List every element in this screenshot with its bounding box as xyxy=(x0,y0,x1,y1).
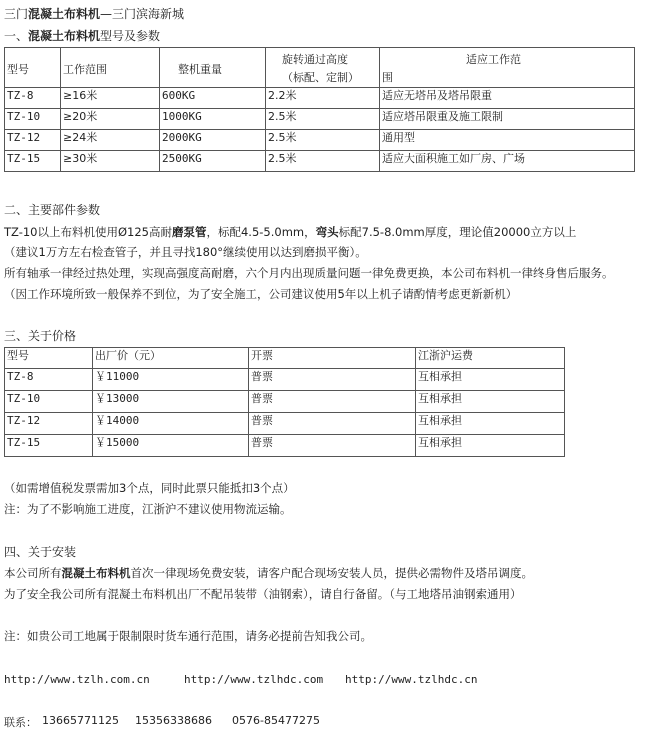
page-title: 三门混凝土布料机—三门滨海新城 xyxy=(4,7,185,21)
table-row: TZ-8 ≥16米 600KG 2.2米 适应无塔吊及塔吊限重 xyxy=(5,88,635,109)
table-row: TZ-10 ≥20米 1000KG 2.5米 适应塔吊限重及施工限制 xyxy=(5,109,635,130)
header-range: 工作范围 xyxy=(61,48,160,88)
table-row: TZ-8 ￥11000 普票 互相承担 xyxy=(5,369,565,391)
link-tzlh-com-cn[interactable]: http://www.tzlh.com.cn xyxy=(4,673,150,686)
section-3-heading: 三、关于价格 xyxy=(4,329,77,343)
section-2-heading: 二、主要部件参数 xyxy=(4,203,101,217)
table-row: TZ-10 ￥13000 普票 互相承担 xyxy=(5,391,565,413)
header-model: 型号 xyxy=(5,48,61,88)
price-note-2: 注：为了不影响施工进度，江浙沪不建议使用物流运输。 xyxy=(4,502,292,516)
table-header-row: 型号 出厂价（元） 开票 江浙沪运费 xyxy=(5,348,565,369)
contact-phone-1: 13665771125 xyxy=(42,714,119,727)
section-1-heading: 一、混凝土布料机型号及参数 xyxy=(4,29,161,43)
table-row: TZ-12 ￥14000 普票 互相承担 xyxy=(5,413,565,435)
header-application: 适应工作范 围 xyxy=(380,48,635,88)
parts-line-3: 所有轴承一律经过热处理，实现高强度高耐磨，六个月内出现质量问题一律免费更换，本公司布料机一律终身售后服务。 xyxy=(4,266,614,280)
header-weight: 整机重量 xyxy=(160,48,266,88)
install-line-1: 本公司所有混凝土布料机首次一律现场免费安装，请客户配合现场安装人员，提供必需物件及塔吊调度。 xyxy=(4,566,533,580)
install-note: 注：如贵公司工地属于限制限时货车通行范围，请务必提前告知我公司。 xyxy=(4,629,372,643)
table-row: TZ-12 ≥24米 2000KG 2.5米 通用型 xyxy=(5,130,635,151)
parts-line-1: TZ-10以上布料机使用Ø125高耐磨泵管，标配4.5-5.0mm，弯头标配7.5-8.0mm厚度，理论值20000立方以上 xyxy=(4,225,577,239)
link-tzlhdc-cn[interactable]: http://www.tzlhdc.cn xyxy=(345,673,478,686)
section-4-heading: 四、关于安装 xyxy=(4,545,77,559)
parts-line-2: （建议1万方左右检查管子，并且寻找180°继续使用以达到磨损平衡）。 xyxy=(4,245,367,259)
parts-line-4: （因工作环境所致一般保养不到位，为了安全施工，公司建议使用5年以上机子请酌情考虑更新新机） xyxy=(4,287,518,301)
table-header-row xyxy=(5,48,635,88)
table-row: TZ-15 ￥15000 普票 互相承担 xyxy=(5,435,565,457)
contact-label: 联系： xyxy=(4,716,37,729)
contact-phone-2: 15356338686 xyxy=(135,714,212,727)
price-note-1: （如需增值税发票需加3个点，同时此票只能抵扣3个点） xyxy=(4,481,295,495)
link-tzlhdc-com[interactable]: http://www.tzlhdc.com xyxy=(184,673,324,686)
price-table xyxy=(4,347,565,457)
model-params-table xyxy=(4,47,635,172)
header-height: 旋转通过高度 （标配、定制） xyxy=(266,48,380,88)
install-line-2: 为了安全我公司所有混凝土布料机出厂不配吊装带（油钢索），请自行备留。（与工地塔吊油钢索通用） xyxy=(4,587,522,601)
contact-phone-3: 0576-85477275 xyxy=(232,714,320,727)
table-row: TZ-15 ≥30米 2500KG 2.5米 适应大面积施工如厂房、广场 xyxy=(5,151,635,172)
